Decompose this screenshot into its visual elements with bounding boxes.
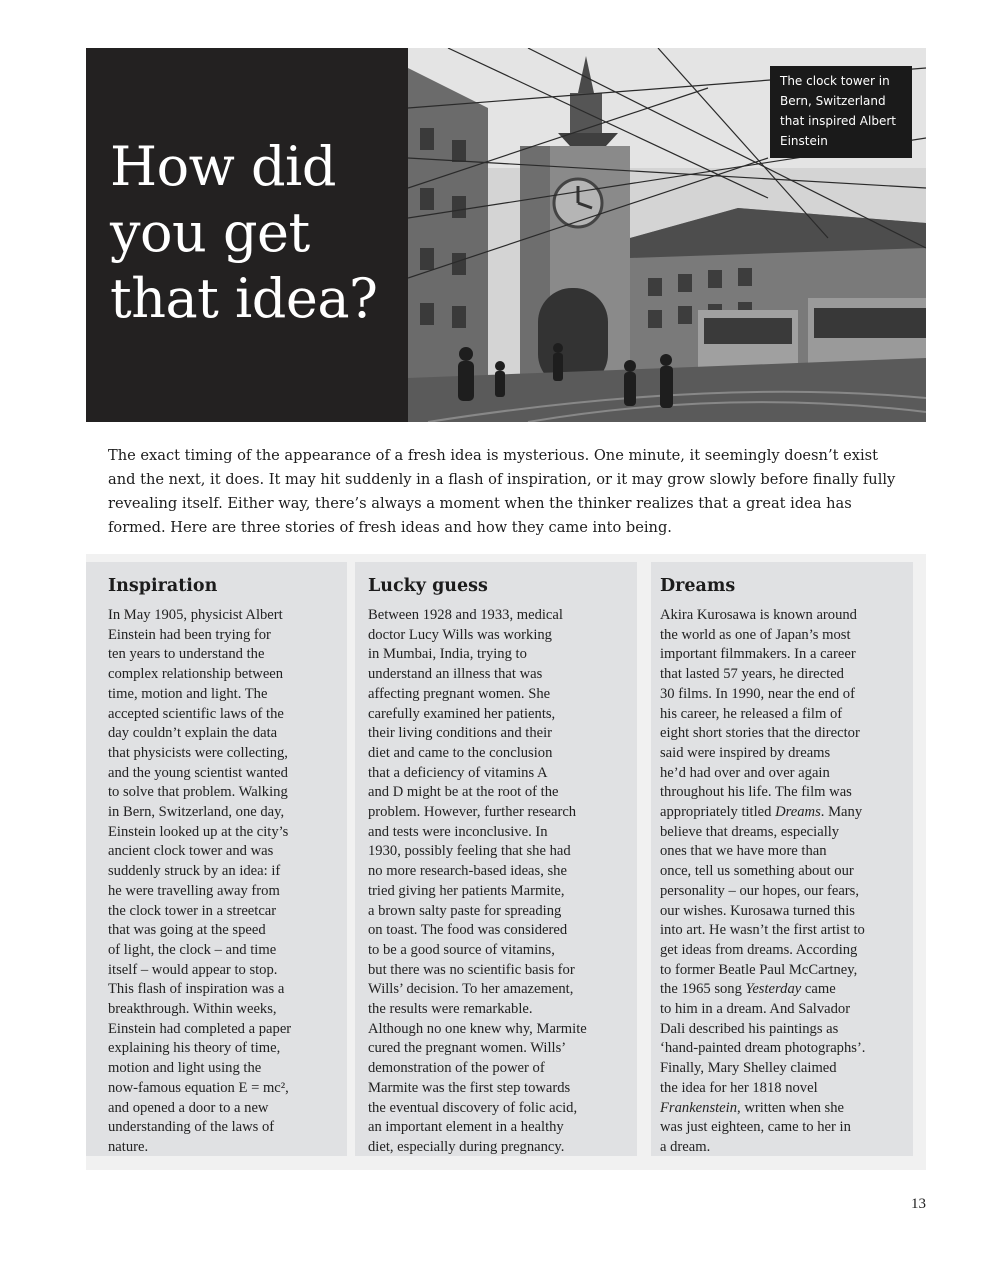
story-heading: Dreams bbox=[660, 576, 736, 596]
story-heading: Lucky guess bbox=[368, 576, 488, 596]
story-text: , written when she was just eighteen, came to her in a dream. bbox=[660, 1099, 851, 1155]
story-heading: Inspiration bbox=[108, 576, 218, 596]
story-text: Akira Kurosawa is known around the world as one of Japan’s most important filmmakers. In a career that lasted 57 years, he directed 30 films. In 1990, near the end of his career, he released a film of eight short stories that the director said were inspired by dreams he’d had over and over again throughout his life. The film was appropriately titled bbox=[660, 607, 860, 821]
stories-panel bbox=[86, 554, 926, 1170]
photo-caption: The clock tower in Bern, Switzerland that inspired Albert Einstein bbox=[770, 66, 912, 158]
story-dreams bbox=[651, 562, 913, 1156]
story-text: came to him in a dream. And Salvador Dali described his paintings as ‘hand-painted dream photographs’. Finally, Mary Shelley claimed the idea for her 1818 novel bbox=[660, 981, 866, 1096]
novel-title: Frankenstein bbox=[660, 1099, 738, 1116]
story-text: . Many believe that dreams, especially ones that we have more than once, tell us something about our personality – our hopes, our fears, our wishes. Kurosawa turned this into art. He wasn’t the first artist to get ideas from dreams. According to former Beatle Paul McCartney, the 1965 song bbox=[660, 804, 865, 998]
song-title: Yesterday bbox=[745, 981, 802, 998]
story-body bbox=[660, 606, 903, 1158]
header-banner bbox=[86, 48, 926, 422]
film-title: Dreams bbox=[775, 804, 821, 821]
story-body: In May 1905, physicist Albert Einstein had been trying for ten years to understand the complex relationship between time, motion and light. The accepted scientific laws of the day couldn’t explain the data that physicists were collecting, and the young scientist wanted to solve that problem. Walking in Bern, Switzerland, one day, Einstein looked up at the city’s ancient clock tower and was suddenly struck by an idea: if he were travelling away from the clock tower in a streetcar that was going at the speed of light, the clock – and time itself – would appear to stop. This flash of inspiration was a breakthrough. Within weeks, Einstein had completed a paper explaining his theory of time, motion and light using the now-famous equation E = mc², and opened a door to a new understanding of the laws of nature. bbox=[108, 607, 292, 1155]
story-inspiration bbox=[86, 562, 347, 1156]
intro-paragraph: The exact timing of the appearance of a fresh idea is mysterious. One minute, it seemingly doesn’t exist and the next, it does. It may hit suddenly in a flash of inspiration, or it may grow slowly before finally fully revealing itself. Either way, there’s always a moment when the thinker realizes that a great idea has formed. Here are three stories of fresh ideas and how they came into being. bbox=[108, 447, 896, 536]
clock-tower-photo bbox=[408, 48, 926, 422]
page-title: How did you get that idea? bbox=[110, 135, 378, 330]
story-lucky-guess bbox=[355, 562, 637, 1156]
story-body: Between 1928 and 1933, medical doctor Lucy Wills was working in Mumbai, India, trying to understand an illness that was affecting pregnant women. She carefully examined her patients, their living conditions and their diet and came to the conclusion that a deficiency of vitamins A and D might be at the root of the problem. However, further research and tests were inconclusive. In 1930, possibly feeling that she had no more research-based ideas, she tried giving her patients Marmite, a brown salty paste for spreading on toast. The food was considered to be a good source of vitamins, but there was no scientific basis for Wills’ decision. To her amazement, the results were remarkable. Although no one knew why, Marmite cured the pregnant women. Wills’ demonstration of the power of Marmite was the first step towards the eventual discovery of folic acid, an important element in a healthy diet, especially during pregnancy. bbox=[368, 607, 587, 1155]
page-number: 13 bbox=[911, 1196, 926, 1212]
